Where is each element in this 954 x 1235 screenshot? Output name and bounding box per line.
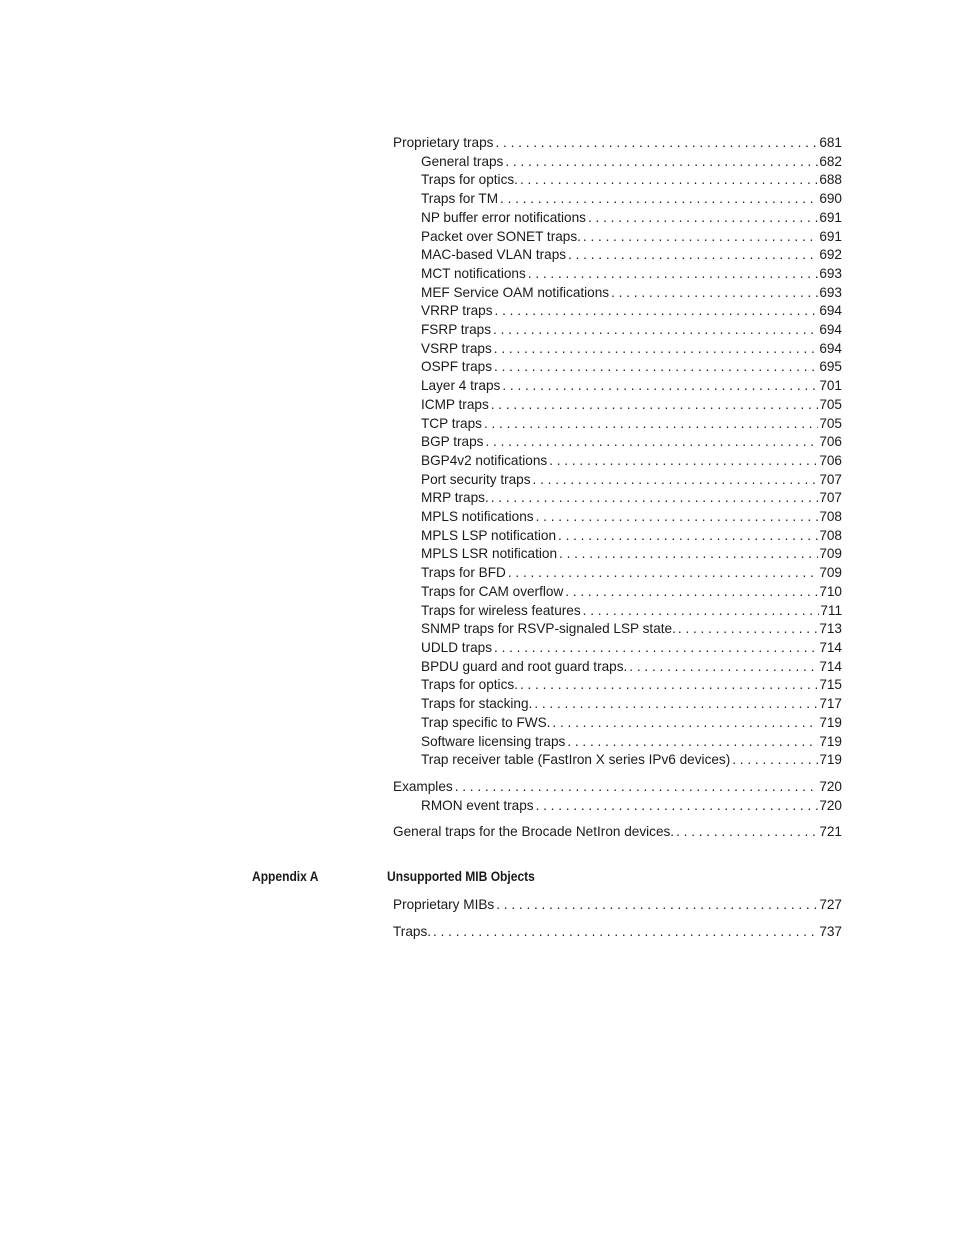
dot-leader bbox=[583, 228, 818, 247]
toc-entry[interactable]: Traps for optics. . . . 688 bbox=[393, 171, 842, 190]
toc-entry[interactable]: UDLD traps . . . 714 bbox=[393, 639, 842, 658]
toc-entry[interactable]: Proprietary MIBs . . . 727 bbox=[393, 896, 842, 915]
dot-leader bbox=[534, 695, 818, 714]
toc-entry[interactable]: MAC-based VLAN traps . . . 692 bbox=[393, 246, 842, 265]
dot-leader bbox=[485, 433, 818, 452]
dot-leader bbox=[676, 823, 818, 842]
dot-leader bbox=[505, 153, 818, 172]
toc-list bbox=[393, 134, 842, 842]
toc-entry[interactable]: Packet over SONET traps. . . . 691 bbox=[393, 228, 842, 247]
toc-entry[interactable]: Trap receiver table (FastIron X series IPv6 devices) . . . 719 bbox=[393, 751, 842, 770]
toc-entry[interactable]: VRRP traps . . . 694 bbox=[393, 302, 842, 321]
dot-leader bbox=[520, 171, 818, 190]
toc-entry[interactable]: ICMP traps . . . 705 bbox=[393, 396, 842, 415]
dot-leader bbox=[559, 545, 818, 564]
appendix-title[interactable]: Unsupported MIB Objects bbox=[387, 868, 535, 884]
dot-leader bbox=[520, 676, 818, 695]
toc-entry[interactable]: MRP traps. . . . 707 bbox=[393, 489, 842, 508]
dot-leader bbox=[536, 797, 819, 816]
dot-leader bbox=[565, 583, 818, 602]
dot-leader bbox=[494, 358, 818, 377]
toc-entry[interactable]: BGP4v2 notifications . . . 706 bbox=[393, 452, 842, 471]
toc-entry[interactable]: Proprietary traps . . . 681 bbox=[393, 134, 842, 153]
toc-entry[interactable]: MPLS notifications . . . 708 bbox=[393, 508, 842, 527]
dot-leader bbox=[552, 714, 818, 733]
toc-entry[interactable]: Examples . . . 720 bbox=[393, 778, 842, 797]
toc-entry[interactable]: Trap specific to FWS. . . . 719 bbox=[393, 714, 842, 733]
dot-leader bbox=[588, 209, 818, 228]
dot-leader bbox=[484, 415, 818, 434]
dot-leader bbox=[583, 602, 820, 621]
dot-leader bbox=[528, 265, 819, 284]
dot-leader bbox=[494, 340, 819, 359]
dot-leader bbox=[568, 246, 818, 265]
dot-leader bbox=[558, 527, 818, 546]
dot-leader bbox=[493, 321, 818, 340]
dot-leader bbox=[491, 396, 819, 415]
toc-entry[interactable]: FSRP traps . . . 694 bbox=[393, 321, 842, 340]
dot-leader bbox=[495, 302, 819, 321]
toc-entry[interactable]: Traps. . . . 737 bbox=[393, 923, 842, 942]
dot-leader bbox=[494, 639, 818, 658]
dot-leader bbox=[567, 733, 818, 752]
dot-leader bbox=[629, 658, 818, 677]
toc-entry[interactable]: Layer 4 traps . . . 701 bbox=[393, 377, 842, 396]
toc-entry[interactable]: Traps for wireless features . . . 711 bbox=[393, 602, 842, 621]
toc-entry[interactable]: MEF Service OAM notifications . . . 693 bbox=[393, 284, 842, 303]
dot-leader bbox=[678, 620, 818, 639]
dot-leader bbox=[611, 284, 818, 303]
toc-entry[interactable]: MPLS LSP notification . . . 708 bbox=[393, 527, 842, 546]
toc-entry[interactable]: Port security traps . . . 707 bbox=[393, 471, 842, 490]
toc-entry[interactable]: MCT notifications . . . 693 bbox=[393, 265, 842, 284]
toc-entry[interactable]: RMON event traps . . . 720 bbox=[393, 797, 842, 816]
dot-leader bbox=[536, 508, 819, 527]
toc-entry[interactable]: BPDU guard and root guard traps. . . . 714 bbox=[393, 658, 842, 677]
dot-leader bbox=[533, 471, 819, 490]
toc-entry[interactable]: Traps for BFD . . . 709 bbox=[393, 564, 842, 583]
dot-leader bbox=[549, 452, 818, 471]
dot-leader bbox=[455, 778, 819, 797]
toc-entry[interactable]: OSPF traps . . . 695 bbox=[393, 358, 842, 377]
toc-entry[interactable]: Traps for TM . . . 690 bbox=[393, 190, 842, 209]
dot-leader bbox=[502, 377, 818, 396]
dot-leader bbox=[500, 190, 818, 209]
toc-entry[interactable]: BGP traps . . . 706 bbox=[393, 433, 842, 452]
toc-entry[interactable]: TCP traps . . . 705 bbox=[393, 415, 842, 434]
toc-entry[interactable]: Traps for CAM overflow . . . 710 bbox=[393, 583, 842, 602]
toc-entry[interactable]: Traps for stacking. . . . 717 bbox=[393, 695, 842, 714]
dot-leader bbox=[508, 564, 818, 583]
dot-leader bbox=[491, 489, 819, 508]
toc-entry[interactable]: General traps for the Brocade NetIron devices. . . . 721 bbox=[393, 823, 842, 842]
dot-leader bbox=[732, 751, 818, 770]
toc-entry[interactable]: SNMP traps for RSVP-signaled LSP state. . . . 713 bbox=[393, 620, 842, 639]
dot-leader bbox=[433, 923, 818, 942]
toc-entry[interactable]: Traps for optics. . . . 715 bbox=[393, 676, 842, 695]
dot-leader bbox=[495, 134, 818, 153]
dot-leader bbox=[496, 896, 818, 915]
toc-entry[interactable]: Software licensing traps . . . 719 bbox=[393, 733, 842, 752]
toc-entry[interactable]: VSRP traps . . . 694 bbox=[393, 340, 842, 359]
toc-entry[interactable]: General traps . . . 682 bbox=[393, 153, 842, 172]
toc-entry[interactable]: NP buffer error notifications . . . 691 bbox=[393, 209, 842, 228]
toc-entry[interactable]: MPLS LSR notification . . . 709 bbox=[393, 545, 842, 564]
appendix-toc-list bbox=[393, 896, 842, 941]
appendix-label: Appendix A bbox=[252, 868, 319, 884]
